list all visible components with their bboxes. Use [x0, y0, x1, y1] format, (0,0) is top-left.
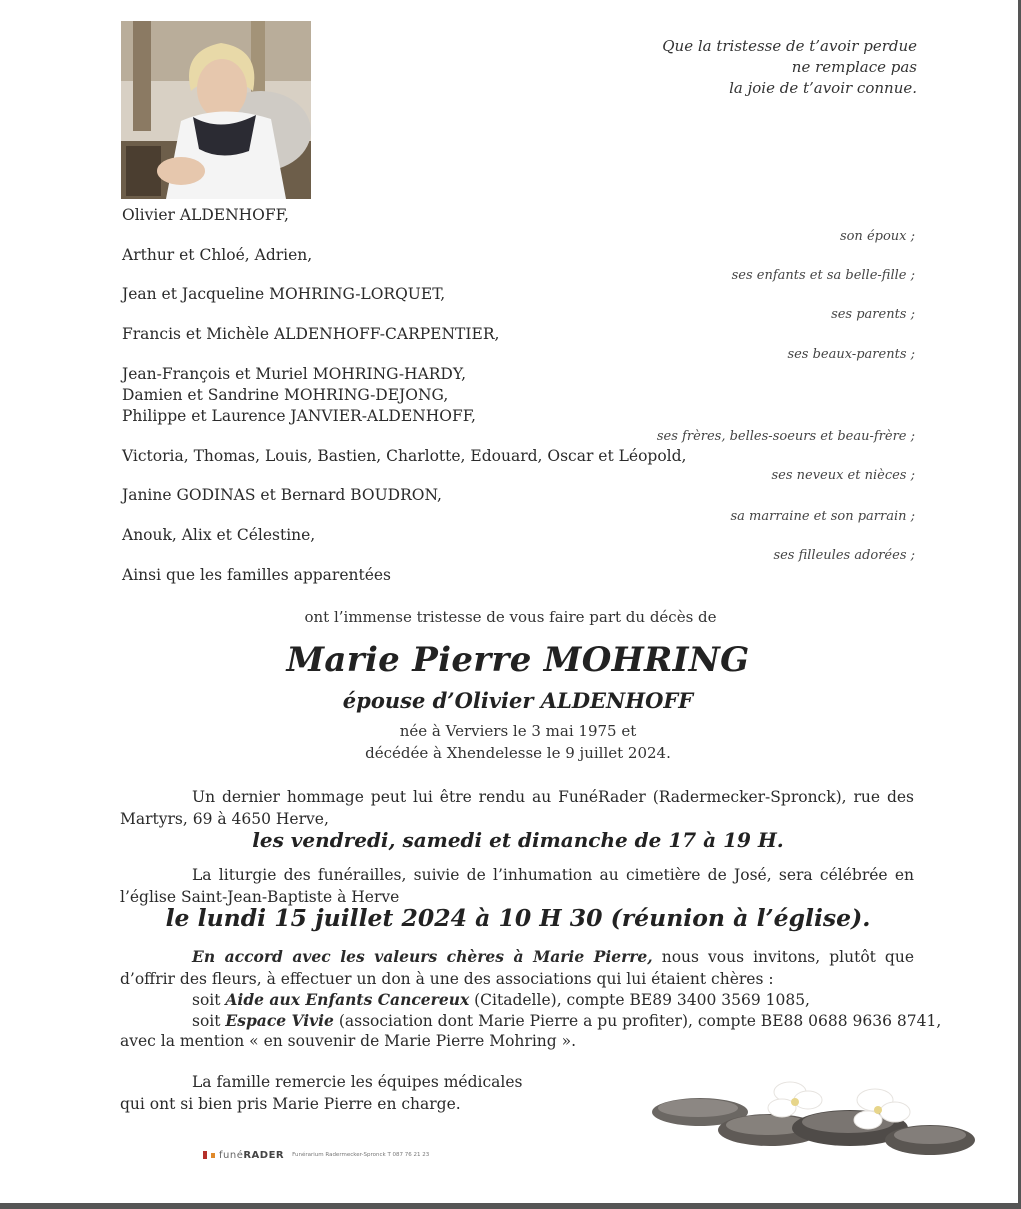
funerader-logo — [203, 1146, 429, 1164]
donation-text: nous vous invitons, plutôt que d’offrir des fleurs, à effectuer un don à une des associations qui lui étaient chères : — [120, 948, 914, 988]
family-name-line: Jean-François et Muriel MOHRING-HARDY, — [122, 365, 467, 383]
donation-org-2: Espace Vivie — [225, 1011, 334, 1030]
birth-death-dates — [0, 720, 1021, 764]
family-name-line: Jean et Jacqueline MOHRING-LORQUET, — [122, 285, 446, 303]
family-name-line: Anouk, Alix et Célestine, — [122, 526, 316, 544]
family-relation: son époux ; — [839, 229, 915, 244]
quote-line: Que la tristesse de t’avoir perdue — [662, 37, 917, 55]
family-name-line: Philippe et Laurence JANVIER-ALDENHOFF, — [122, 407, 476, 425]
family-relation: sa marraine et son parrain ; — [730, 509, 915, 524]
quote-line: la joie de t’avoir connue. — [729, 79, 917, 97]
stones-orchids-image — [650, 1070, 980, 1170]
family-relation: ses parents ; — [831, 307, 915, 322]
thanks-line: La famille remercie les équipes médicales — [192, 1073, 523, 1091]
family-relation: ses neveux et nièces ; — [771, 468, 915, 483]
donation-mention: avec la mention « en souvenir de Marie Pierre Mohring ». — [120, 1032, 577, 1050]
death-line: décédée à Xhendelesse le 9 juillet 2024. — [365, 744, 671, 762]
donation-paragraph — [120, 946, 914, 990]
donation-line-rest: (association dont Marie Pierre a pu profiter), compte BE88 0688 9636 8741, — [333, 1012, 942, 1030]
family-name-line: Janine GODINAS et Bernard BOUDRON, — [122, 486, 442, 504]
announcement-text: ont l’immense tristesse de vous faire part du décès de — [304, 608, 717, 626]
family-relation: ses frères, belles-soeurs et beau-frère ; — [656, 429, 915, 444]
family-name-line: Victoria, Thomas, Louis, Bastien, Charlotte, Edouard, Oscar et Léopold, — [122, 447, 687, 465]
donation-line-rest: (Citadelle), compte BE89 3400 3569 1085, — [469, 991, 810, 1009]
donation-lead: En accord avec les valeurs chères à Marie Pierre, — [192, 947, 653, 966]
page-border-bottom — [0, 1203, 1021, 1209]
epigraph-quote — [662, 36, 917, 99]
birth-line: née à Verviers le 3 mai 1975 et — [399, 722, 637, 740]
logo-prefix: funé — [219, 1149, 244, 1161]
deceased-name: Marie Pierre MOHRING — [286, 640, 750, 680]
funeral-date: le lundi 15 juillet 2024 à 10 H 30 (réunion à l’église). — [165, 904, 871, 932]
donation-line-prefix: soit — [192, 1012, 226, 1030]
tribute-times: les vendredi, samedi et dimanche de 17 à 19 H. — [252, 828, 784, 852]
family-name-line: Olivier ALDENHOFF, — [122, 206, 289, 224]
family-name-line: Arthur et Chloé, Adrien, — [122, 246, 313, 264]
family-name-line: Ainsi que les familles apparentées — [122, 566, 392, 584]
family-name-line: Francis et Michèle ALDENHOFF-CARPENTIER, — [122, 325, 500, 343]
thanks-line: qui ont si bien pris Marie Pierre en charge. — [120, 1095, 461, 1113]
family-name-line: Damien et Sandrine MOHRING-DEJONG, — [122, 386, 449, 404]
family-relation: ses beaux-parents ; — [787, 347, 915, 362]
logo-brand-name: RADER — [243, 1149, 285, 1161]
portrait-photo — [121, 21, 311, 199]
deceased-spouse: épouse d’Olivier ALDENHOFF — [342, 688, 694, 713]
logo-mark-icon — [211, 1153, 215, 1158]
funeral-paragraph: La liturgie des funérailles, suivie de l’inhumation au cimetière de José, sera célébrée en l’église Saint-Jean-Baptiste à Herve — [120, 866, 914, 906]
family-relation: ses enfants et sa belle-fille ; — [731, 268, 915, 283]
logo-wordmark — [219, 1150, 284, 1161]
donation-line-2 — [192, 1011, 941, 1030]
logo-caption: Funérarium Radermecker-Spronck T 087 76 21 23 — [292, 1152, 430, 1158]
family-relation: ses filleules adorées ; — [773, 548, 915, 563]
donation-line-1 — [192, 990, 810, 1009]
quote-line: ne remplace pas — [791, 58, 917, 76]
logo-mark-icon — [203, 1151, 207, 1159]
donation-org-1: Aide aux Enfants Cancereux — [225, 990, 470, 1009]
donation-line-prefix: soit — [192, 991, 226, 1009]
tribute-paragraph: Un dernier hommage peut lui être rendu au FunéRader (Radermecker-Spronck), rue des Martyrs, 69 à 4650 Herve, — [120, 788, 914, 828]
